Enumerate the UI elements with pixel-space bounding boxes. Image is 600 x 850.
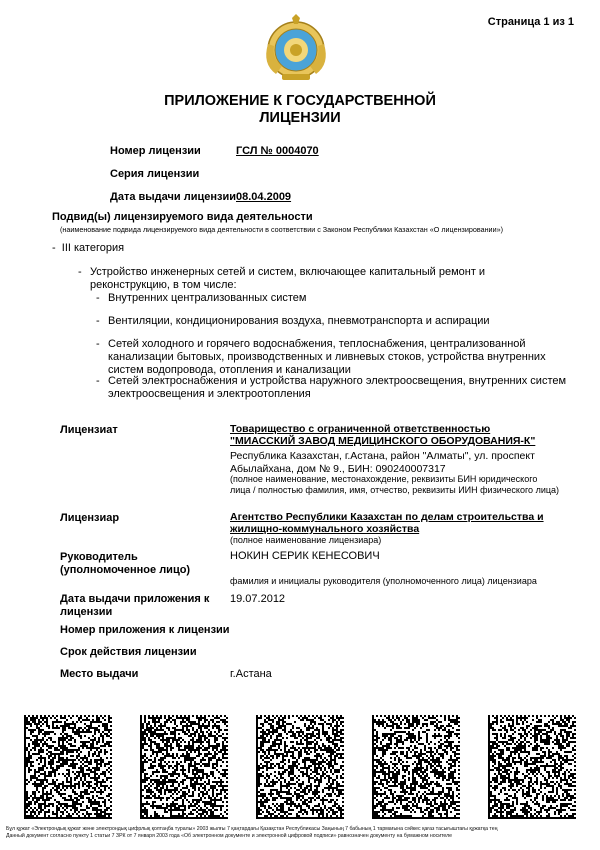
- category-text: III категория: [61, 242, 125, 254]
- appendix-date-label: Дата выдачи приложения к лицензии: [60, 593, 210, 618]
- sub-item-text: Сетей электроснабжения и устройства наружного электроосвещения, внутренних систем электроосвещения и электроотопления: [108, 375, 567, 400]
- license-number-label: Номер лицензии: [110, 145, 201, 157]
- licensor-note: (полное наименование лицензиара): [230, 535, 382, 545]
- document-title: ПРИЛОЖЕНИЕ К ГОСУДАРСТВЕННОЙ: [164, 93, 436, 109]
- sub-item-dash: -: [96, 315, 100, 327]
- head-note: фамилия и инициалы руководителя (уполномоченного лица) лицензиара: [230, 576, 537, 586]
- 2d-barcode-icon: [24, 715, 112, 819]
- state-emblem-icon: [262, 14, 330, 82]
- 2d-barcode-icon: [488, 715, 576, 819]
- sub-item-text: Внутренних централизованных систем: [108, 292, 307, 304]
- licensee-note: (полное наименование, местонахождение, реквизиты БИН юридического лица / полностью фамилия, имя, отчество, реквизиты ИИН физического лица): [230, 474, 560, 495]
- licensee-name: Товарищество с ограниченной ответственностью "МИАССКИЙ ЗАВОД МЕДИЦИНСКОГО ОБОРУДОВАНИЯ-К": [230, 423, 536, 447]
- subtype-heading: Подвид(ы) лицензируемого вида деятельности: [52, 211, 313, 223]
- sub-item-dash: -: [96, 375, 100, 387]
- sub-item-dash: -: [96, 338, 100, 350]
- licensor-name: Агентство Республики Казахстан по делам строительства и жилищно-коммунального хозяйства: [230, 511, 544, 535]
- 2d-barcode-icon: [372, 715, 460, 819]
- category-item: - III категория: [52, 242, 125, 254]
- licensee-label: Лицензиат: [60, 424, 118, 436]
- footer-line-ru: Данный документ согласно пункту 1 статьи 7 ЗРК от 7 января 2003 года «Об электронном документе и электронной цифровой подписи» равнозначен документу на бумажном носителе: [6, 833, 453, 839]
- main-item-text: Устройство инженерных сетей и систем, включающее капитальный ремонт и реконструкцию, в том числе:: [90, 266, 486, 291]
- license-date-value: 08.04.2009: [236, 191, 292, 203]
- place-label: Место выдачи: [60, 668, 139, 680]
- appendix-number-label: Номер приложения к лицензии: [60, 624, 230, 636]
- subtype-note: (наименование подвида лицензируемого вида деятельности в соответствии с Законом Республики Казахстан «О лицензировании»): [60, 225, 503, 234]
- footer-line-kz: Бұл құжат «Электрондық құжат және электрондық цифрлық қолтаңба туралы» 2003 жылғы 7 қаңтардағы Қазақстан Республикасы Заңының 7 бабының 1 тармағына сәйкес қағаз тасығыштағы құжатқа тең: [6, 826, 498, 832]
- 2d-barcode-icon: [256, 715, 344, 819]
- place-value: г.Астана: [230, 668, 272, 680]
- licensee-address: Республика Казахстан, г.Астана, район "Алматы", ул. проспект Абылайхана, дом № 9., БИН: 090240007317: [230, 450, 535, 475]
- appendix-date-value: 19.07.2012: [230, 593, 286, 605]
- license-date-label: Дата выдачи лицензии: [110, 191, 236, 203]
- sub-item-dash: -: [96, 292, 100, 304]
- head-name: НОКИН СЕРИК КЕНЕСОВИЧ: [230, 550, 380, 562]
- head-label: Руководитель (уполномоченное лицо): [60, 551, 191, 576]
- footer-legal-note: [6, 826, 594, 840]
- license-number-value: ГСЛ № 0004070: [236, 145, 319, 157]
- page-number: Страница 1 из 1: [487, 16, 574, 28]
- main-item-dash: -: [78, 266, 82, 278]
- validity-label: Срок действия лицензии: [60, 646, 197, 658]
- sub-item-text: Сетей холодного и горячего водоснабжения, теплоснабжения, централизованной канализации бытовых, производственных и ливневых стоков, устройства внутренних систем водопровода, отопления и канализации: [108, 338, 546, 376]
- licensor-label: Лицензиар: [60, 512, 120, 524]
- license-series-label: Серия лицензии: [110, 168, 200, 180]
- document-title-line2: ЛИЦЕНЗИИ: [259, 110, 341, 126]
- 2d-barcode-icon: [140, 715, 228, 819]
- sub-item-text: Вентиляции, кондиционирования воздуха, пневмотранспорта и аспирации: [108, 315, 490, 327]
